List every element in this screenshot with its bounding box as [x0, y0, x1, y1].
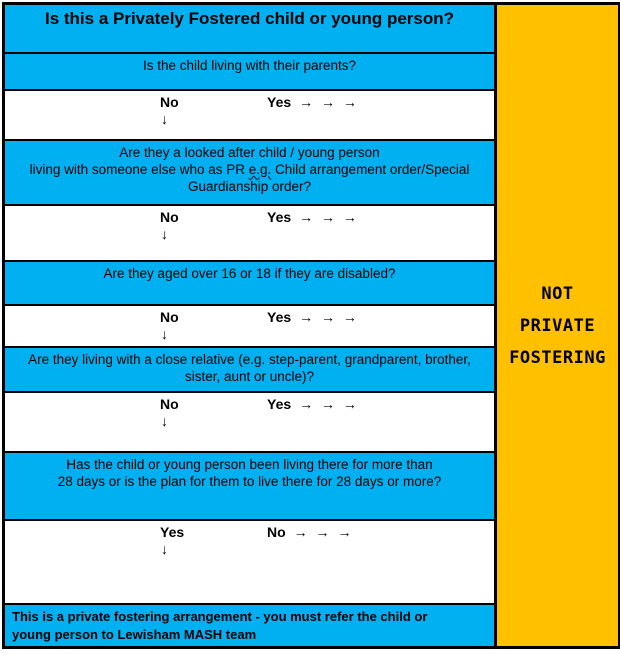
decision-2-across-label: Yes: [267, 209, 292, 225]
right-arrows-icon: → → →: [299, 396, 359, 412]
question-aged-over-16: Are they aged over 16 or 18 if they are disabled?: [5, 262, 494, 306]
question-28-days-line2: 28 days or is the plan for them to live there for 28 days or more?: [57, 474, 442, 489]
question-looked-after-child: [5, 141, 494, 206]
decision-1-across-label: Yes: [267, 94, 292, 110]
down-arrow-icon: ↓: [161, 326, 168, 342]
question-looked-after-line2-post: Child arrangement order/Special Guardianship order?: [187, 162, 470, 194]
question-close-relative: Are they living with a close relative (e.g. step-parent, grandparent, brother, sister, aunt or uncle)?: [5, 348, 494, 393]
down-arrow-icon: ↓: [161, 226, 168, 242]
eg-underlined: e.g.: [248, 162, 272, 177]
question-looked-after-line2-pre: living with someone else who as PR: [29, 162, 249, 177]
decision-3: [5, 306, 494, 348]
outcome-private-fostering: This is a private fostering arrangement - you must refer the child or young person to Lewisham MASH team: [5, 605, 494, 646]
decision-4-across-label: Yes: [267, 396, 292, 412]
page-title: Is this a Privately Fostered child or young person?: [5, 5, 494, 54]
sidebar-line-3: FOSTERING: [509, 347, 606, 368]
question-28-days: [5, 453, 494, 521]
decision-2: [5, 206, 494, 262]
right-arrows-icon: → → →: [299, 209, 359, 225]
decision-2-down-label: No: [160, 209, 179, 225]
right-arrows-icon: → → →: [293, 524, 354, 540]
question-28-days-line1: Has the child or young person been living there for more than: [66, 457, 433, 472]
decision-5-down-label: Yes: [160, 524, 185, 540]
sidebar-line-2: PRIVATE: [519, 315, 596, 336]
sidebar-line-1: NOT: [541, 283, 574, 304]
decision-4: [5, 393, 494, 453]
flowchart-column: [5, 5, 497, 646]
down-arrow-icon: ↓: [161, 413, 168, 429]
down-arrow-icon: ↓: [161, 111, 168, 127]
down-arrow-icon: ↓: [161, 541, 168, 557]
question-living-with-parents: Is the child living with their parents?: [5, 54, 494, 91]
decision-5-across-label: No: [267, 524, 286, 540]
decision-1-down-label: No: [160, 94, 179, 110]
decision-1: [5, 91, 494, 141]
flowchart-frame: [2, 2, 620, 649]
right-arrows-icon: → → →: [299, 94, 359, 110]
decision-3-down-label: No: [160, 309, 179, 325]
right-arrows-icon: → → →: [299, 309, 359, 325]
not-private-fostering-panel: [497, 5, 618, 646]
decision-3-across-label: Yes: [267, 309, 292, 325]
question-looked-after-line1: Are they a looked after child / young person: [119, 145, 380, 160]
decision-4-down-label: No: [160, 396, 179, 412]
decision-5: [5, 521, 494, 605]
